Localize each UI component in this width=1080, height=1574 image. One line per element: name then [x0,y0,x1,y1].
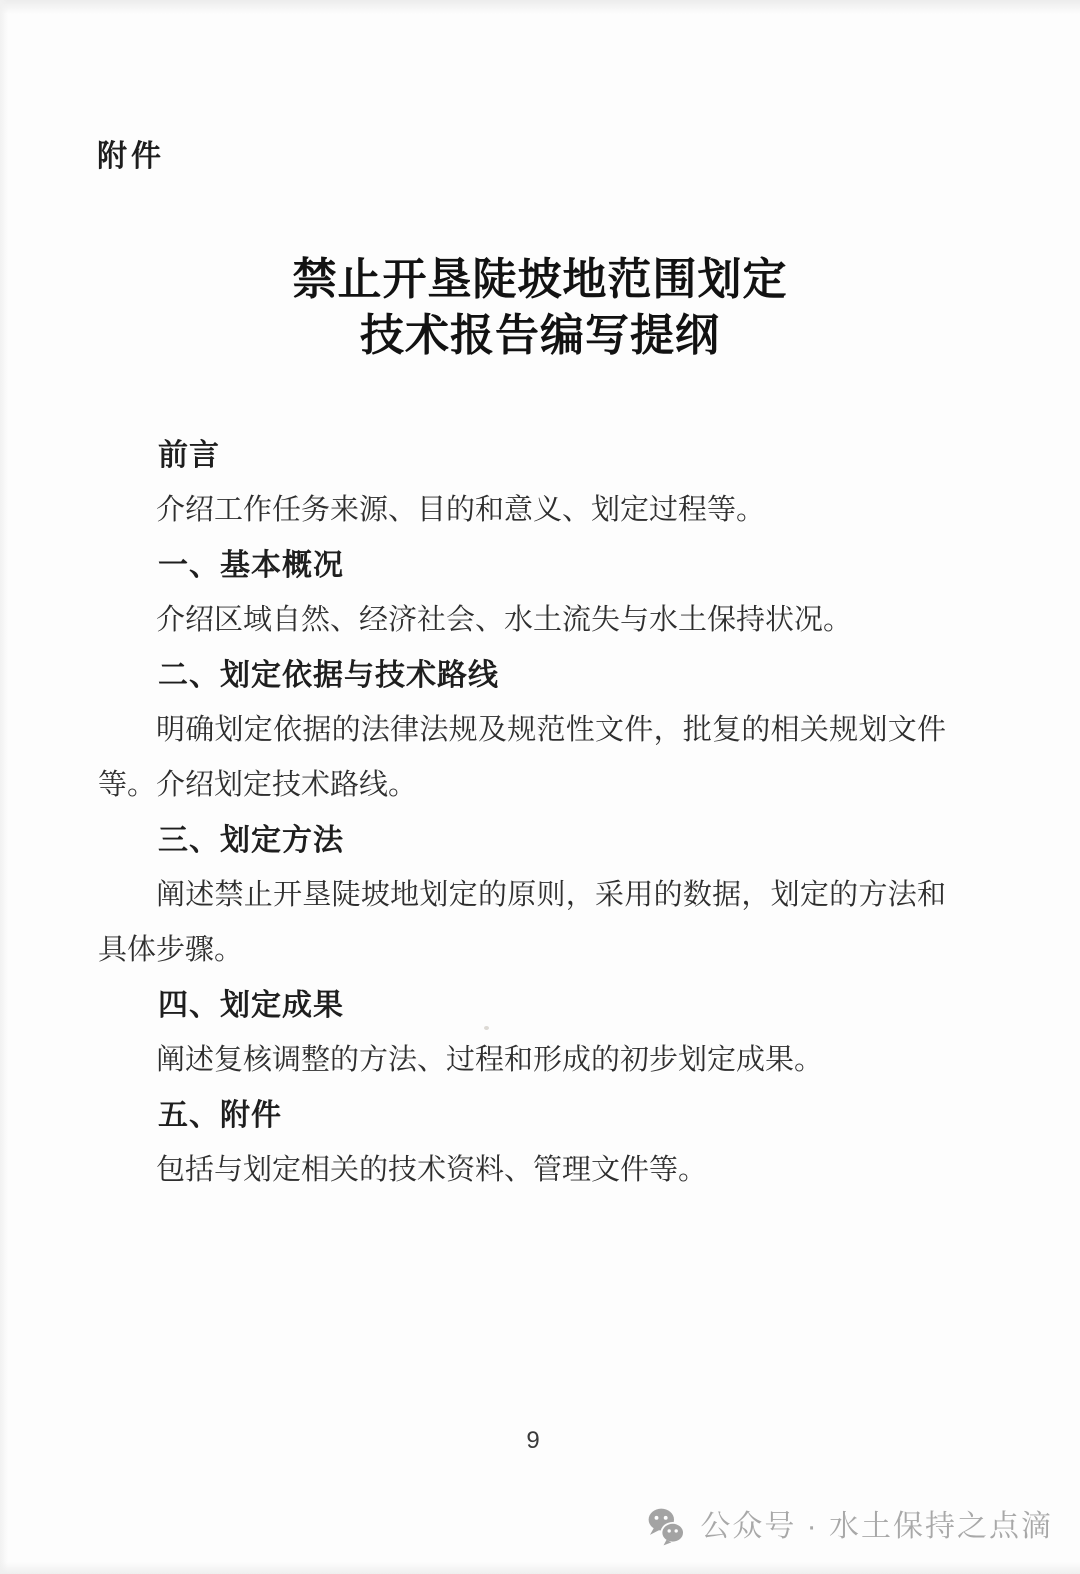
section-paragraph: 介绍工作任务来源、目的和意义、划定过程等。 [156,494,766,526]
scan-speck [484,1026,489,1030]
wechat-icon [646,1506,688,1548]
document-title [0,252,1080,364]
section-heading: 四、划定成果 [158,989,344,1022]
scan-edge-left [0,0,8,1574]
section-paragraph: 介绍区域自然、经济社会、水土流失与水土保持状况。 [156,604,853,636]
section-attachments [98,1088,946,1198]
section-preface [98,428,946,538]
document-title-line1: 禁止开垦陡坡地范围划定 [292,255,788,304]
section-basic-overview [98,538,946,648]
page-number: 9 [526,1427,540,1454]
section-paragraph: 阐述复核调整的方法、过程和形成的初步划定成果。 [156,1044,824,1076]
section-paragraph: 阐述禁止开垦陡坡地划定的原则，采用的数据，划定的方法和具体步骤。 [98,879,946,966]
watermark-text: 公众号 · 水土保持之点滴 [700,1510,1053,1543]
section-paragraph: 明确划定依据的法律法规及规范性文件，批复的相关规划文件等。介绍划定技术路线。 [98,714,946,801]
watermark [646,1506,1053,1548]
section-heading: 二、划定依据与技术路线 [158,659,499,692]
section-heading: 五、附件 [158,1099,282,1132]
section-heading: 一、基本概况 [158,549,344,582]
section-heading: 三、划定方法 [158,824,344,857]
section-delineation-method [98,813,946,978]
section-delineation-results [98,978,946,1088]
section-basis-and-technical-route [98,648,946,813]
document-title-line2: 技术报告编写提纲 [360,311,720,360]
attachment-label: 附件 [97,140,165,173]
scan-edge-bottom [0,1562,1080,1574]
scan-edge-top [0,0,1080,14]
document-body [98,428,946,1198]
section-paragraph: 包括与划定相关的技术资料、管理文件等。 [156,1154,708,1186]
section-heading: 前言 [158,439,220,472]
